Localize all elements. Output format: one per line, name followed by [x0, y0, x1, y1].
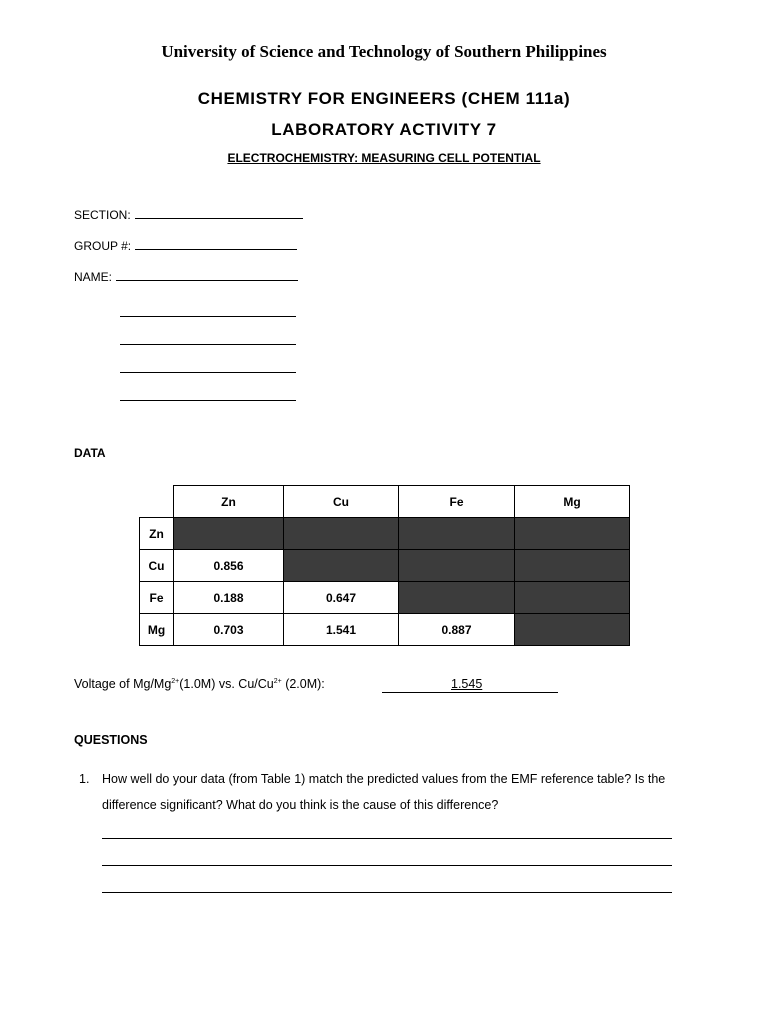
shaded-cell [515, 614, 630, 646]
shaded-cell [515, 518, 630, 550]
university-name: University of Science and Technology of Southern Philippines [161, 42, 607, 61]
answer-line[interactable] [102, 838, 672, 839]
voltage-label-part1: Voltage of Mg/Mg [74, 677, 172, 691]
voltage-answer-blank[interactable] [382, 677, 558, 693]
group-label: GROUP #: [74, 239, 132, 253]
shaded-cell [174, 518, 284, 550]
voltage-value: 1.545 [451, 677, 483, 691]
table-cell: 0.188 [174, 582, 284, 614]
table-row [140, 518, 630, 550]
shaded-cell [284, 550, 399, 582]
table-corner [140, 486, 174, 518]
section-label: SECTION: [74, 208, 131, 222]
table-cell: 0.647 [284, 582, 399, 614]
name-label: NAME: [74, 270, 113, 284]
activity-title: LABORATORY ACTIVITY 7 [271, 120, 497, 139]
table-cell: 0.856 [174, 550, 284, 582]
section-field [74, 207, 303, 222]
shaded-cell [399, 582, 515, 614]
cell-potential-table [139, 485, 630, 646]
voltage-label-part2: (1.0M) vs. Cu/Cu [179, 677, 274, 691]
column-header: Zn [174, 486, 284, 518]
name-blank-5[interactable] [120, 400, 296, 401]
question-text: How well do your data (from Table 1) match the predicted values from the EMF reference table? Is the difference significant? What do you think is the cause of this difference? [102, 772, 666, 812]
activity-subtitle: ELECTROCHEMISTRY: MEASURING CELL POTENTIAL [227, 151, 541, 165]
table-cell: 0.703 [174, 614, 284, 646]
question-number: 1. [79, 772, 90, 786]
table-row [140, 582, 630, 614]
voltage-label-part3: (2.0M): [281, 677, 325, 691]
table-header-row [140, 486, 630, 518]
table-row [140, 550, 630, 582]
name-field [74, 269, 298, 284]
table-row [140, 614, 630, 646]
answer-line[interactable] [102, 865, 672, 866]
questions-heading: QUESTIONS [74, 733, 148, 747]
column-header: Mg [515, 486, 630, 518]
course-title: CHEMISTRY FOR ENGINEERS (CHEM 111a) [197, 89, 571, 108]
row-header: Mg [140, 614, 174, 646]
section-blank[interactable] [135, 207, 303, 219]
shaded-cell [515, 550, 630, 582]
cu-charge: 2+ [273, 677, 282, 685]
shaded-cell [515, 582, 630, 614]
shaded-cell [399, 518, 515, 550]
voltage-line [74, 677, 483, 691]
shaded-cell [284, 518, 399, 550]
name-blank-3[interactable] [120, 344, 296, 345]
column-header: Cu [284, 486, 399, 518]
name-blank-4[interactable] [120, 372, 296, 373]
answer-line[interactable] [102, 892, 672, 893]
name-blank[interactable] [116, 269, 298, 281]
group-field [74, 238, 297, 253]
mg-charge: 2+ [171, 677, 180, 685]
row-header: Cu [140, 550, 174, 582]
name-blank-2[interactable] [120, 316, 296, 317]
group-blank[interactable] [135, 238, 297, 250]
data-heading: DATA [74, 446, 106, 460]
row-header: Zn [140, 518, 174, 550]
table-cell: 0.887 [399, 614, 515, 646]
column-header: Fe [399, 486, 515, 518]
table-cell: 1.541 [284, 614, 399, 646]
shaded-cell [399, 550, 515, 582]
row-header: Fe [140, 582, 174, 614]
